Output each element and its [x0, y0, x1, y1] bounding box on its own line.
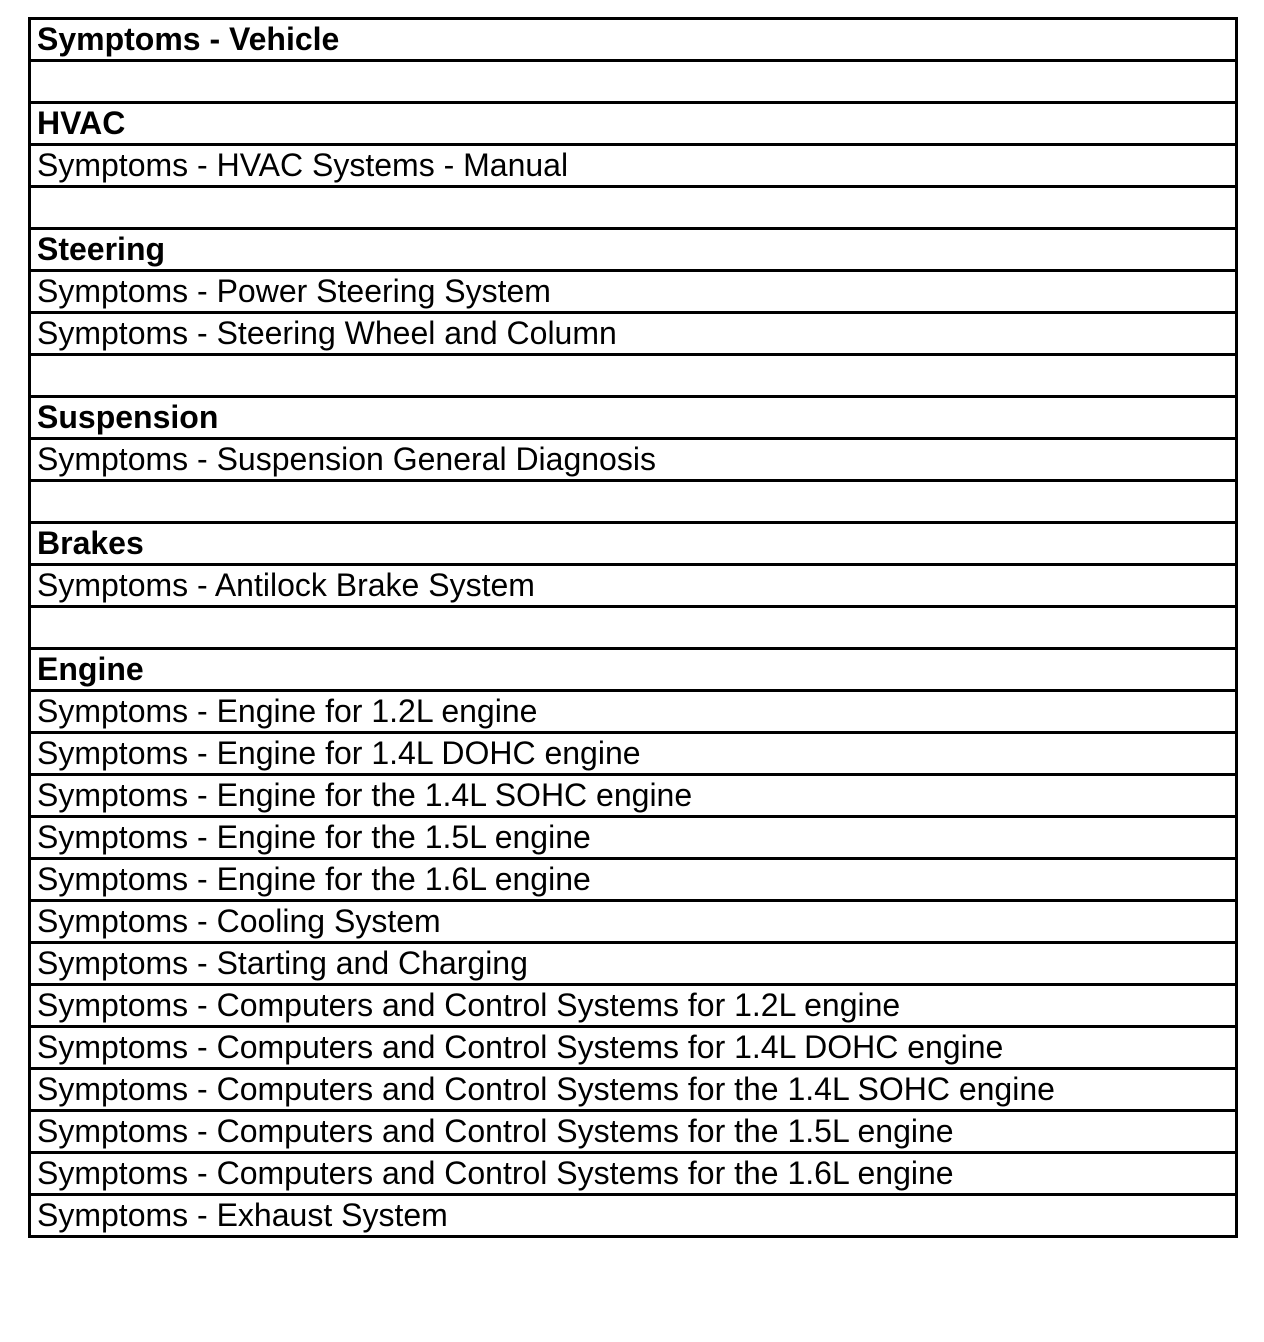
- section-heading-row: [30, 103, 1237, 145]
- blank-row: [30, 61, 1237, 103]
- blank-row: [30, 607, 1237, 649]
- symptom-row: [30, 1153, 1237, 1195]
- symptom-row: [30, 943, 1237, 985]
- blank-row: [30, 355, 1237, 397]
- symptom-row: [30, 439, 1237, 481]
- symptom-row: [30, 565, 1237, 607]
- symptom-item: Symptoms - Engine for 1.4L DOHC engine: [30, 733, 1237, 775]
- symptom-item: Symptoms - Engine for the 1.5L engine: [30, 817, 1237, 859]
- symptom-item: Symptoms - Engine for the 1.6L engine: [30, 859, 1237, 901]
- section-heading: HVAC: [30, 103, 1237, 145]
- symptom-item: Symptoms - Steering Wheel and Column: [30, 313, 1237, 355]
- symptoms-table-body: [30, 19, 1237, 1237]
- symptom-item: Symptoms - Antilock Brake System: [30, 565, 1237, 607]
- section-heading: Steering: [30, 229, 1237, 271]
- blank-cell: [30, 187, 1237, 229]
- symptom-item: Symptoms - Suspension General Diagnosis: [30, 439, 1237, 481]
- section-heading: Suspension: [30, 397, 1237, 439]
- symptom-row: [30, 1027, 1237, 1069]
- section-heading: Engine: [30, 649, 1237, 691]
- symptom-row: [30, 859, 1237, 901]
- symptom-row: [30, 691, 1237, 733]
- section-heading-row: [30, 649, 1237, 691]
- symptom-item: Symptoms - HVAC Systems - Manual: [30, 145, 1237, 187]
- symptom-row: [30, 313, 1237, 355]
- symptom-row: [30, 985, 1237, 1027]
- symptom-row: [30, 1069, 1237, 1111]
- section-heading: Brakes: [30, 523, 1237, 565]
- symptom-row: [30, 775, 1237, 817]
- blank-cell: [30, 355, 1237, 397]
- blank-cell: [30, 481, 1237, 523]
- symptom-item: Symptoms - Power Steering System: [30, 271, 1237, 313]
- blank-row: [30, 187, 1237, 229]
- symptom-row: [30, 1195, 1237, 1237]
- symptom-item: Symptoms - Exhaust System: [30, 1195, 1237, 1237]
- symptom-item: Symptoms - Computers and Control Systems for 1.2L engine: [30, 985, 1237, 1027]
- blank-cell: [30, 61, 1237, 103]
- symptom-row: [30, 901, 1237, 943]
- symptom-item: Symptoms - Starting and Charging: [30, 943, 1237, 985]
- symptom-row: [30, 271, 1237, 313]
- section-heading-row: [30, 523, 1237, 565]
- symptom-item: Symptoms - Computers and Control Systems for 1.4L DOHC engine: [30, 1027, 1237, 1069]
- symptom-row: [30, 1111, 1237, 1153]
- blank-cell: [30, 607, 1237, 649]
- symptom-item: Symptoms - Computers and Control Systems for the 1.6L engine: [30, 1153, 1237, 1195]
- blank-row: [30, 481, 1237, 523]
- symptoms-table: [28, 17, 1238, 1238]
- section-heading-row: [30, 229, 1237, 271]
- symptom-row: [30, 733, 1237, 775]
- symptom-row: [30, 145, 1237, 187]
- symptom-item: Symptoms - Engine for the 1.4L SOHC engine: [30, 775, 1237, 817]
- section-heading-row: [30, 397, 1237, 439]
- section-heading: Symptoms - Vehicle: [30, 19, 1237, 61]
- symptom-row: [30, 817, 1237, 859]
- symptom-item: Symptoms - Cooling System: [30, 901, 1237, 943]
- symptom-item: Symptoms - Computers and Control Systems for the 1.5L engine: [30, 1111, 1237, 1153]
- symptom-item: Symptoms - Computers and Control Systems for the 1.4L SOHC engine: [30, 1069, 1237, 1111]
- section-heading-row: [30, 19, 1237, 61]
- symptom-item: Symptoms - Engine for 1.2L engine: [30, 691, 1237, 733]
